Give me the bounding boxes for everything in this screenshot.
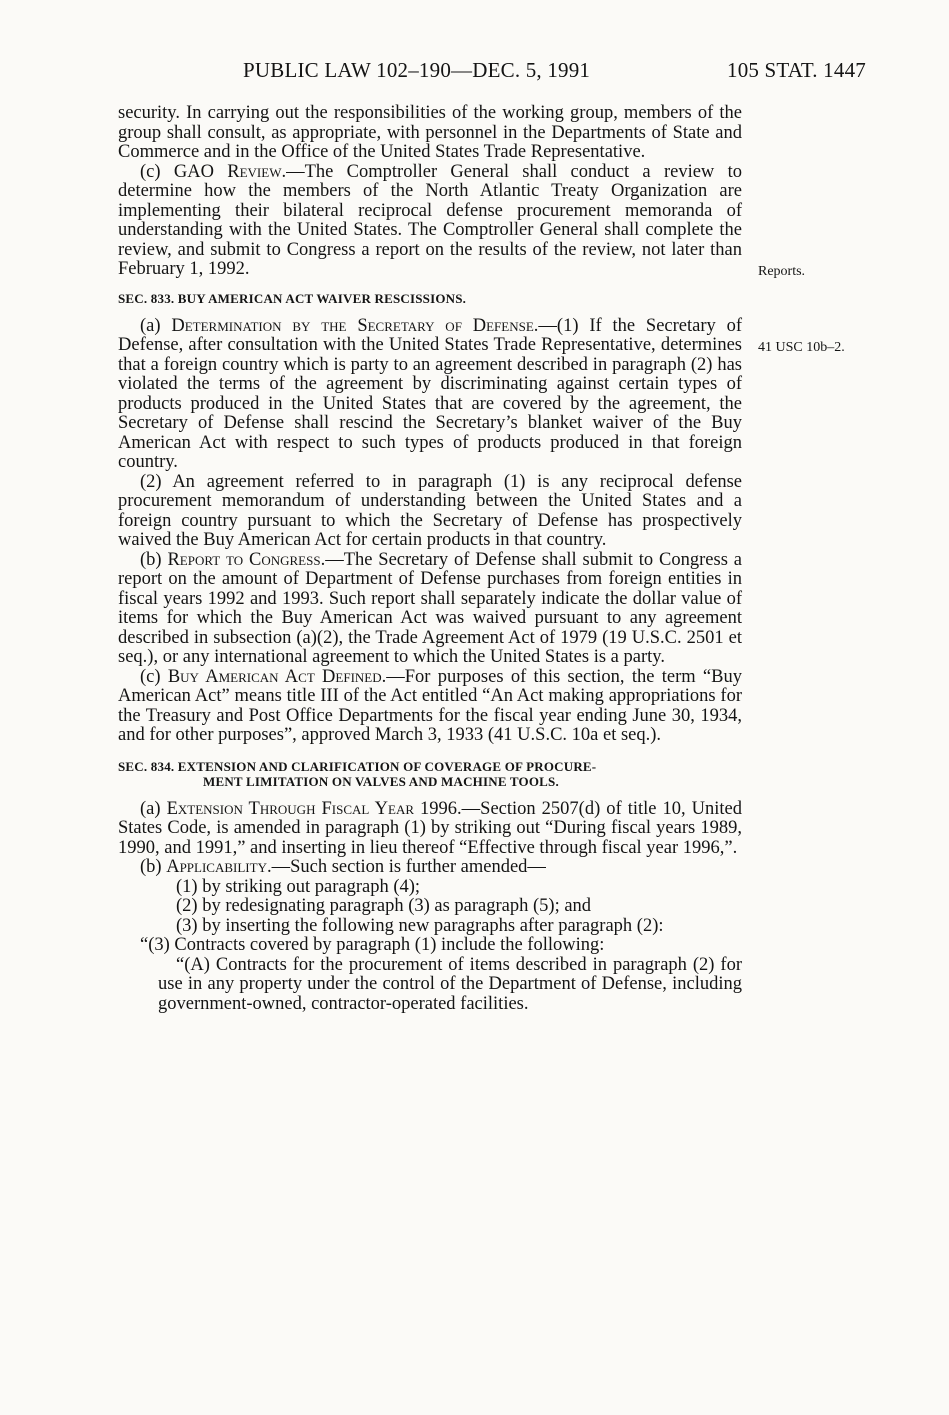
subsection-text: .—The Comptroller General shall conduct a review to determine how the members of the North Atlantic Treaty Organization are implementing their bilateral reciprocal defense procurement memoranda of understanding with the United States. The Comptroller General shall complete the review, and submit to Congress a report on the results of the review, not later than February 1, 1992. xyxy=(118,161,742,279)
subsection-heading: Determination by the Secretary of Defense xyxy=(171,315,534,336)
subsection-label: (b) xyxy=(140,857,167,877)
paragraph-determination xyxy=(118,317,742,473)
page-number: 105 STAT. 1447 xyxy=(727,58,866,82)
subsection-label: (b) xyxy=(140,549,168,570)
section-heading-line: SEC. 834. EXTENSION AND CLARIFICATION OF COVERAGE OF PROCURE- xyxy=(118,758,597,774)
list-item: (3) by inserting the following new paragraphs after paragraph (2): xyxy=(176,915,664,936)
paragraph-extension xyxy=(118,800,742,859)
section-heading-line: MENT LIMITATION ON VALVES AND MACHINE TOOLS. xyxy=(203,773,559,789)
subsection-label: (c) xyxy=(140,666,168,687)
subsection-text: 1996.—Section 2507(d) of title 10, United States Code, is amended in paragraph (1) by striking out “During fiscal years 1989, 1990, and 1991,” and inserting in lieu thereof “Effective through fiscal year 1996,”. xyxy=(118,798,742,858)
subsection-text: .—For purposes of this section, the term “Buy American Act” means title III of the Act entitled “An Act making appropriations for the Treasury and Post Office Departments for the fiscal year ending June 30, 1934, and for other purposes”, approved March 3, 1933 (41 U.S.C. 10a et seq.). xyxy=(118,666,742,745)
list-item: (2) by redesignating paragraph (3) as paragraph (5); and xyxy=(176,896,592,916)
paragraph-applicability xyxy=(118,858,742,878)
subsection-label: (c) xyxy=(140,161,174,182)
paragraph-security: security. In carrying out the responsibilities of the working group, members of the group shall consult, as appropriate, with personnel in the Departments of State and Commerce and in the Office of the United States Trade Representative. xyxy=(118,103,742,162)
subsection-label: (a) xyxy=(140,798,167,819)
running-header-title: PUBLIC LAW 102–190—DEC. 5, 1991 xyxy=(243,58,591,82)
section-heading-833: SEC. 833. BUY AMERICAN ACT WAIVER RESCISSIONS. xyxy=(118,290,467,306)
margin-note-reports: Reports. xyxy=(758,264,806,279)
subsection-heading: Applicability xyxy=(166,857,267,877)
quoted-paragraph: “(3) Contracts covered by paragraph (1) include the following: xyxy=(140,935,605,955)
subsection-heading: GAO Review xyxy=(173,161,282,182)
subsection-heading: Report to Congress xyxy=(167,549,321,570)
paragraph-gao-review xyxy=(118,163,742,280)
subsection-label: (a) xyxy=(140,315,172,336)
paragraph-agreement-defined: (2) An agreement referred to in paragraph (1) is any reciprocal defense procurement memorandum of understanding between the United States and a foreign country pursuant to which the Secretary of Defense has prospectively waived the Buy American Act for certain products in that country. xyxy=(118,471,742,550)
quoted-subparagraph: “(A) Contracts for the procurement of items described in paragraph (2) for use in any property under the control of the Department of Defense, including government-owned, contractor-operated facilities. xyxy=(158,954,742,1014)
paragraph-report-to-congress xyxy=(118,551,742,668)
list-item: (1) by striking out paragraph (4); xyxy=(176,876,421,897)
law-text-body xyxy=(118,104,742,1014)
subsection-heading: Extension Through Fiscal Year xyxy=(166,798,415,819)
margin-note-usc: 41 USC 10b–2. xyxy=(758,340,845,355)
section-heading-834 xyxy=(118,759,742,789)
subsection-text: .—Such section is further amended— xyxy=(266,857,546,877)
subsection-text: .—The Secretary of Defense shall submit to Congress a report on the amount of Department of Defense purchases from foreign entities in fiscal years 1992 and 1993. Such report shall separately indicate the dollar value of items for which the Buy American Act was waived pursuant to any agreement described in subsection (a)(2), the Trade Agreement Act of 1979 (19 U.S.C. 2501 et seq.), or any international agreement to which the United States is a party. xyxy=(118,549,742,667)
paragraph-buy-american-defined xyxy=(118,668,742,746)
subsection-text: .—(1) If the Secretary of Defense, after consultation with the United States Trade Representative, determines that a foreign country which is party to an agreement described in paragraph (2) has violated the terms of the agreement by discriminating against certain types of products produced in the United States that are covered by the agreement, the Secretary of Defense shall rescind the Secretary’s blanket waiver of the Buy American Act with respect to such types of products produced in that foreign country. xyxy=(118,315,743,472)
subsection-heading: Buy American Act Defined xyxy=(167,666,382,687)
